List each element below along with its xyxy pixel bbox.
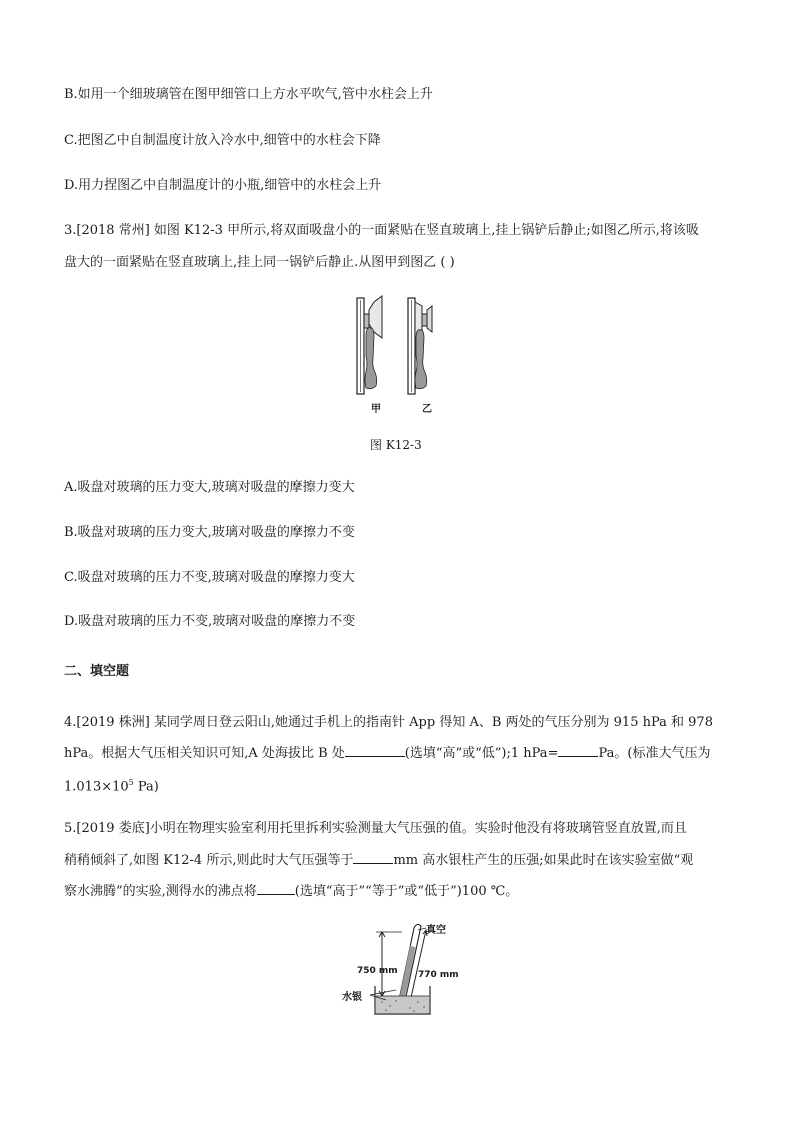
section-title-fill-in: 二、填空题 [64, 664, 130, 679]
figure-label-yi: 乙 [422, 404, 432, 415]
q2-option-c: C.把图乙中自制温度计放入冷水中,细管中的水柱会下降 [64, 133, 381, 148]
q5-stem-line2 [64, 851, 693, 870]
figure-label-mercury: 水银 [342, 992, 362, 1003]
figure-yi [408, 298, 432, 394]
q3-option-a: A.吸盘对玻璃的压力变大,玻璃对吸盘的摩擦力变大 [64, 480, 355, 495]
q5-text-a: 稍稍倾斜了,如图 K12-4 所示,则此时大气压强等于 [64, 853, 354, 868]
figure-label-750mm: 750 mm [357, 966, 398, 976]
q5-blank-2[interactable] [257, 882, 295, 895]
q3-option-d: D.吸盘对玻璃的压力不变,玻璃对吸盘的摩擦力不变 [64, 614, 356, 629]
q4-blank-1[interactable] [345, 744, 405, 757]
figure-label-vacuum: 真空 [426, 925, 446, 936]
figure-label-770mm: 770 mm [418, 970, 459, 980]
q3-stem-line2: 盘大的一面紧贴在竖直玻璃上,挂上同一锅铲后静止.从图甲到图乙 ( ) [64, 255, 455, 270]
q3-option-b: B.吸盘对玻璃的压力变大,玻璃对吸盘的摩擦力不变 [64, 525, 355, 540]
q5-text-c: 察水沸腾”的实验,测得水的沸点将 [64, 884, 257, 899]
q4-text-c: Pa。(标准大气压为 [598, 746, 711, 761]
q4-stem-line3 [64, 774, 159, 796]
q4-text-b: (选填“高”或“低”);1 hPa= [404, 746, 559, 761]
q5-text-d: (选填“高于”“等于”或“低于”)100 ℃。 [294, 884, 519, 899]
q5-blank-1[interactable] [353, 851, 393, 864]
figure-jia [357, 296, 382, 394]
q5-stem-line1: 5.[2019 娄底]小明在物理实验室利用托里拆利实验测量大气压强的值。实验时他没有将玻璃管竖直放置,而且 [64, 821, 687, 836]
figure-k12-3 [352, 292, 442, 400]
q2-option-b: B.如用一个细玻璃管在图甲细管口上方水平吹气,管中水柱会上升 [64, 87, 433, 102]
q4-text-e: Pa) [133, 779, 159, 795]
q3-option-c: C.吸盘对玻璃的压力不变,玻璃对吸盘的摩擦力变大 [64, 570, 355, 585]
figure-caption-k12-3: 图 K12-3 [370, 438, 422, 452]
figure-label-jia: 甲 [371, 404, 381, 415]
q4-stem-line1: 4.[2019 株洲] 某同学周日登云阳山,她通过手机上的指南针 App 得知 A、B 两处的气压分别为 915 hPa 和 978 [64, 715, 713, 730]
q4-text-a: hPa。根据大气压相关知识可知,A 处海拔比 B 处 [64, 746, 345, 761]
q4-blank-2[interactable] [558, 744, 598, 757]
q5-text-b: mm 高水银柱产生的压强;如果此时在该实验室做“观 [393, 853, 694, 868]
q3-stem-line1: 3.[2018 常州] 如图 K12-3 甲所示,将双面吸盘小的一面紧贴在竖直玻璃上,挂上锅铲后静止;如图乙所示,将该吸 [64, 223, 699, 238]
q2-option-d: D.用力捏图乙中自制温度计的小瓶,细管中的水柱会上升 [64, 178, 382, 193]
q4-exponent: 5 [128, 778, 134, 787]
q4-text-d: 1.013×10 [64, 779, 129, 795]
q4-stem-line2 [64, 744, 710, 763]
q5-stem-line3 [64, 882, 518, 901]
